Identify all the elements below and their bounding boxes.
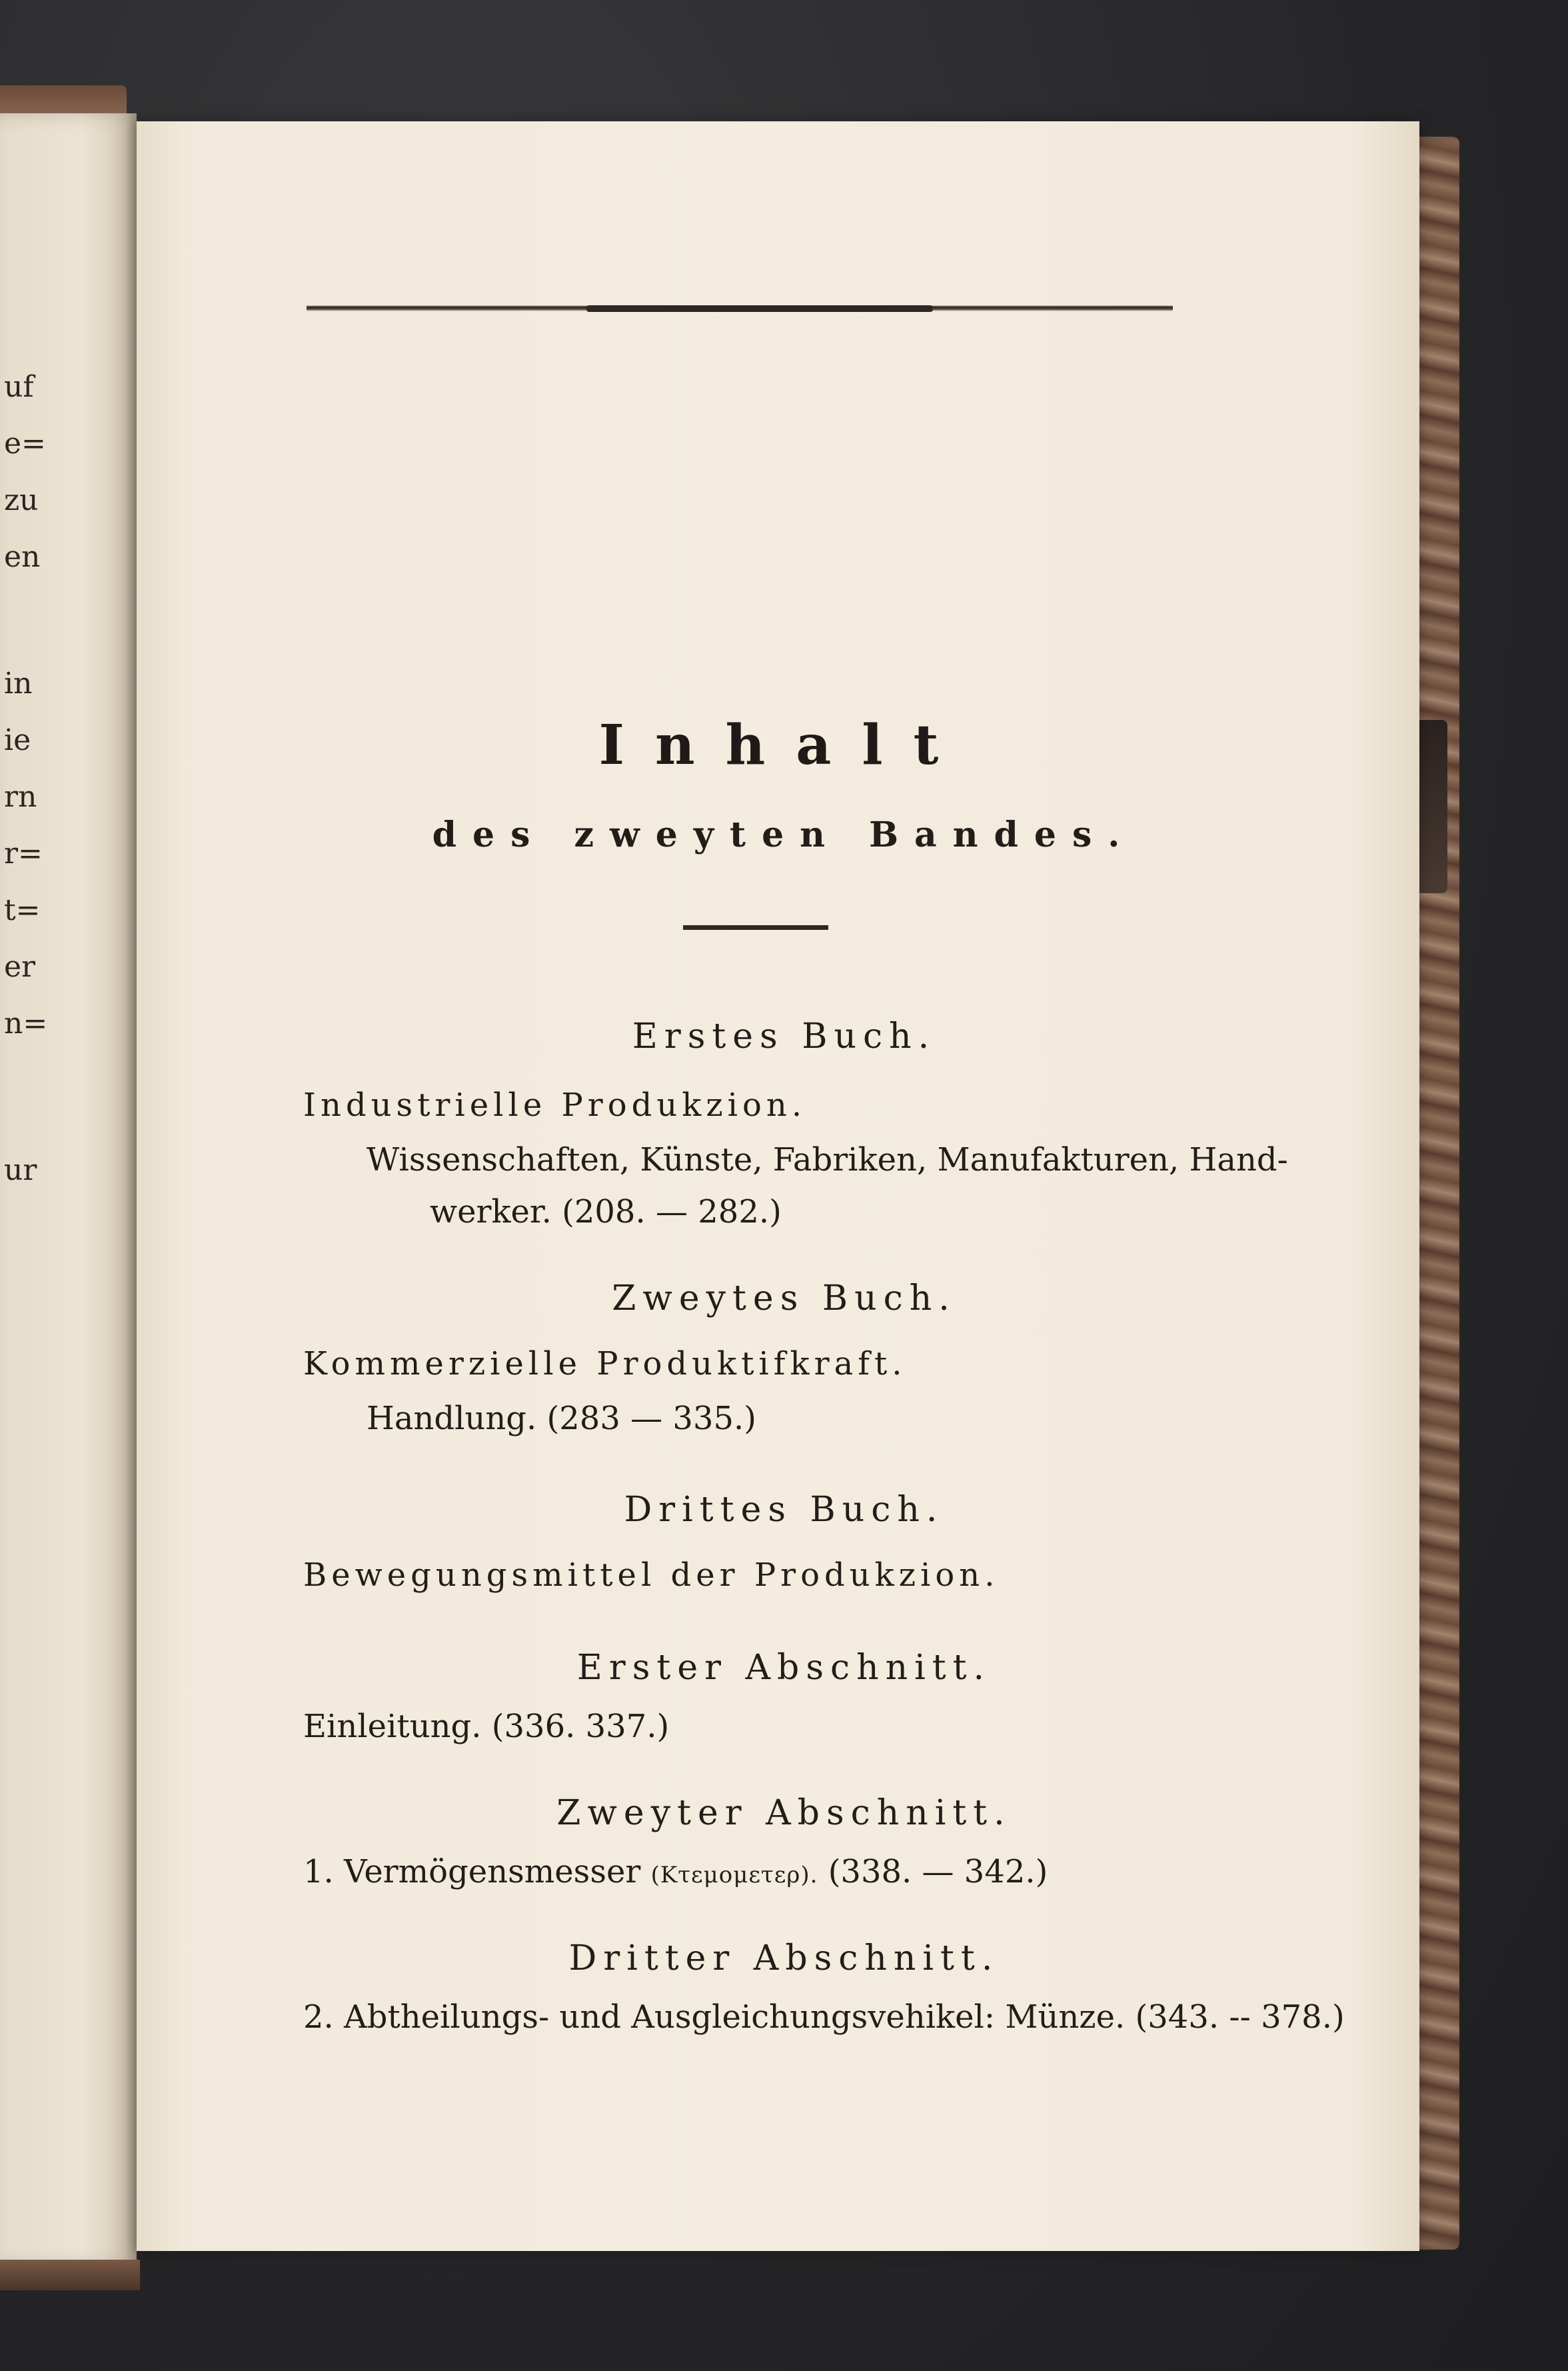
toc-entry-title: Industrielle Produkzion. — [303, 1087, 807, 1124]
left-fragment: in — [4, 667, 33, 701]
left-fragment: ur — [4, 1153, 37, 1187]
toc-entry-detail — [303, 1853, 1048, 1890]
section-heading-erstes-buch: Erstes Buch. — [632, 1017, 936, 1057]
section-heading-drittes-buch: Drittes Buch. — [624, 1490, 944, 1530]
toc-entry-detail-continued: werker. (208. — 282.) — [430, 1193, 782, 1230]
toc-entry-detail: Einleitung. (336. 337.) — [303, 1708, 670, 1745]
left-fragment: er — [4, 950, 36, 984]
toc-entry-greek-term: (Κτεμομετερ). — [650, 1862, 818, 1888]
toc-entry-detail: Handlung. (283 — 335.) — [367, 1400, 756, 1437]
left-fragment: r= — [4, 837, 43, 871]
toc-entry-detail: 2. Abtheilungs- und Ausgleichungsvehikel: Münze. (343. -- 378.) — [303, 1998, 1345, 2036]
toc-entry-title: Kommerzielle Produktifkraft. — [303, 1345, 907, 1382]
page-subtitle: des zweyten Bandes. — [432, 815, 1136, 855]
toc-entry-title: Bewegungsmittel der Produkzion. — [303, 1556, 1000, 1594]
toc-entry-text: 1. Vermögensmesser — [303, 1853, 641, 1890]
left-fragment: t= — [4, 893, 41, 927]
section-heading-zweyter-abschnitt: Zweyter Abschnitt. — [556, 1793, 1012, 1833]
page-title: Inhalt — [598, 713, 970, 777]
section-heading-zweytes-buch: Zweytes Buch. — [612, 1278, 956, 1318]
section-heading-erster-abschnitt: Erster Abschnitt. — [576, 1648, 992, 1688]
left-fragment: ie — [4, 723, 31, 757]
left-fragment: n= — [4, 1007, 48, 1041]
toc-entry-page-range: (338. — 342.) — [828, 1853, 1048, 1890]
left-fragment: e= — [4, 427, 46, 461]
toc-entry-detail: Wissenschaften, Künste, Fabriken, Manufakturen, Hand- — [367, 1141, 1288, 1179]
book-page — [137, 121, 1419, 2251]
left-fragment: uf — [4, 370, 34, 404]
left-fragment: zu — [4, 483, 39, 517]
top-ornamental-rule — [307, 305, 1173, 312]
section-heading-dritter-abschnitt: Dritter Abschnitt. — [568, 1938, 1000, 1978]
title-divider — [683, 925, 828, 930]
left-fragment: rn — [4, 780, 37, 814]
left-fragment: en — [4, 540, 41, 574]
left-cover-edge-bottom — [0, 2260, 140, 2290]
